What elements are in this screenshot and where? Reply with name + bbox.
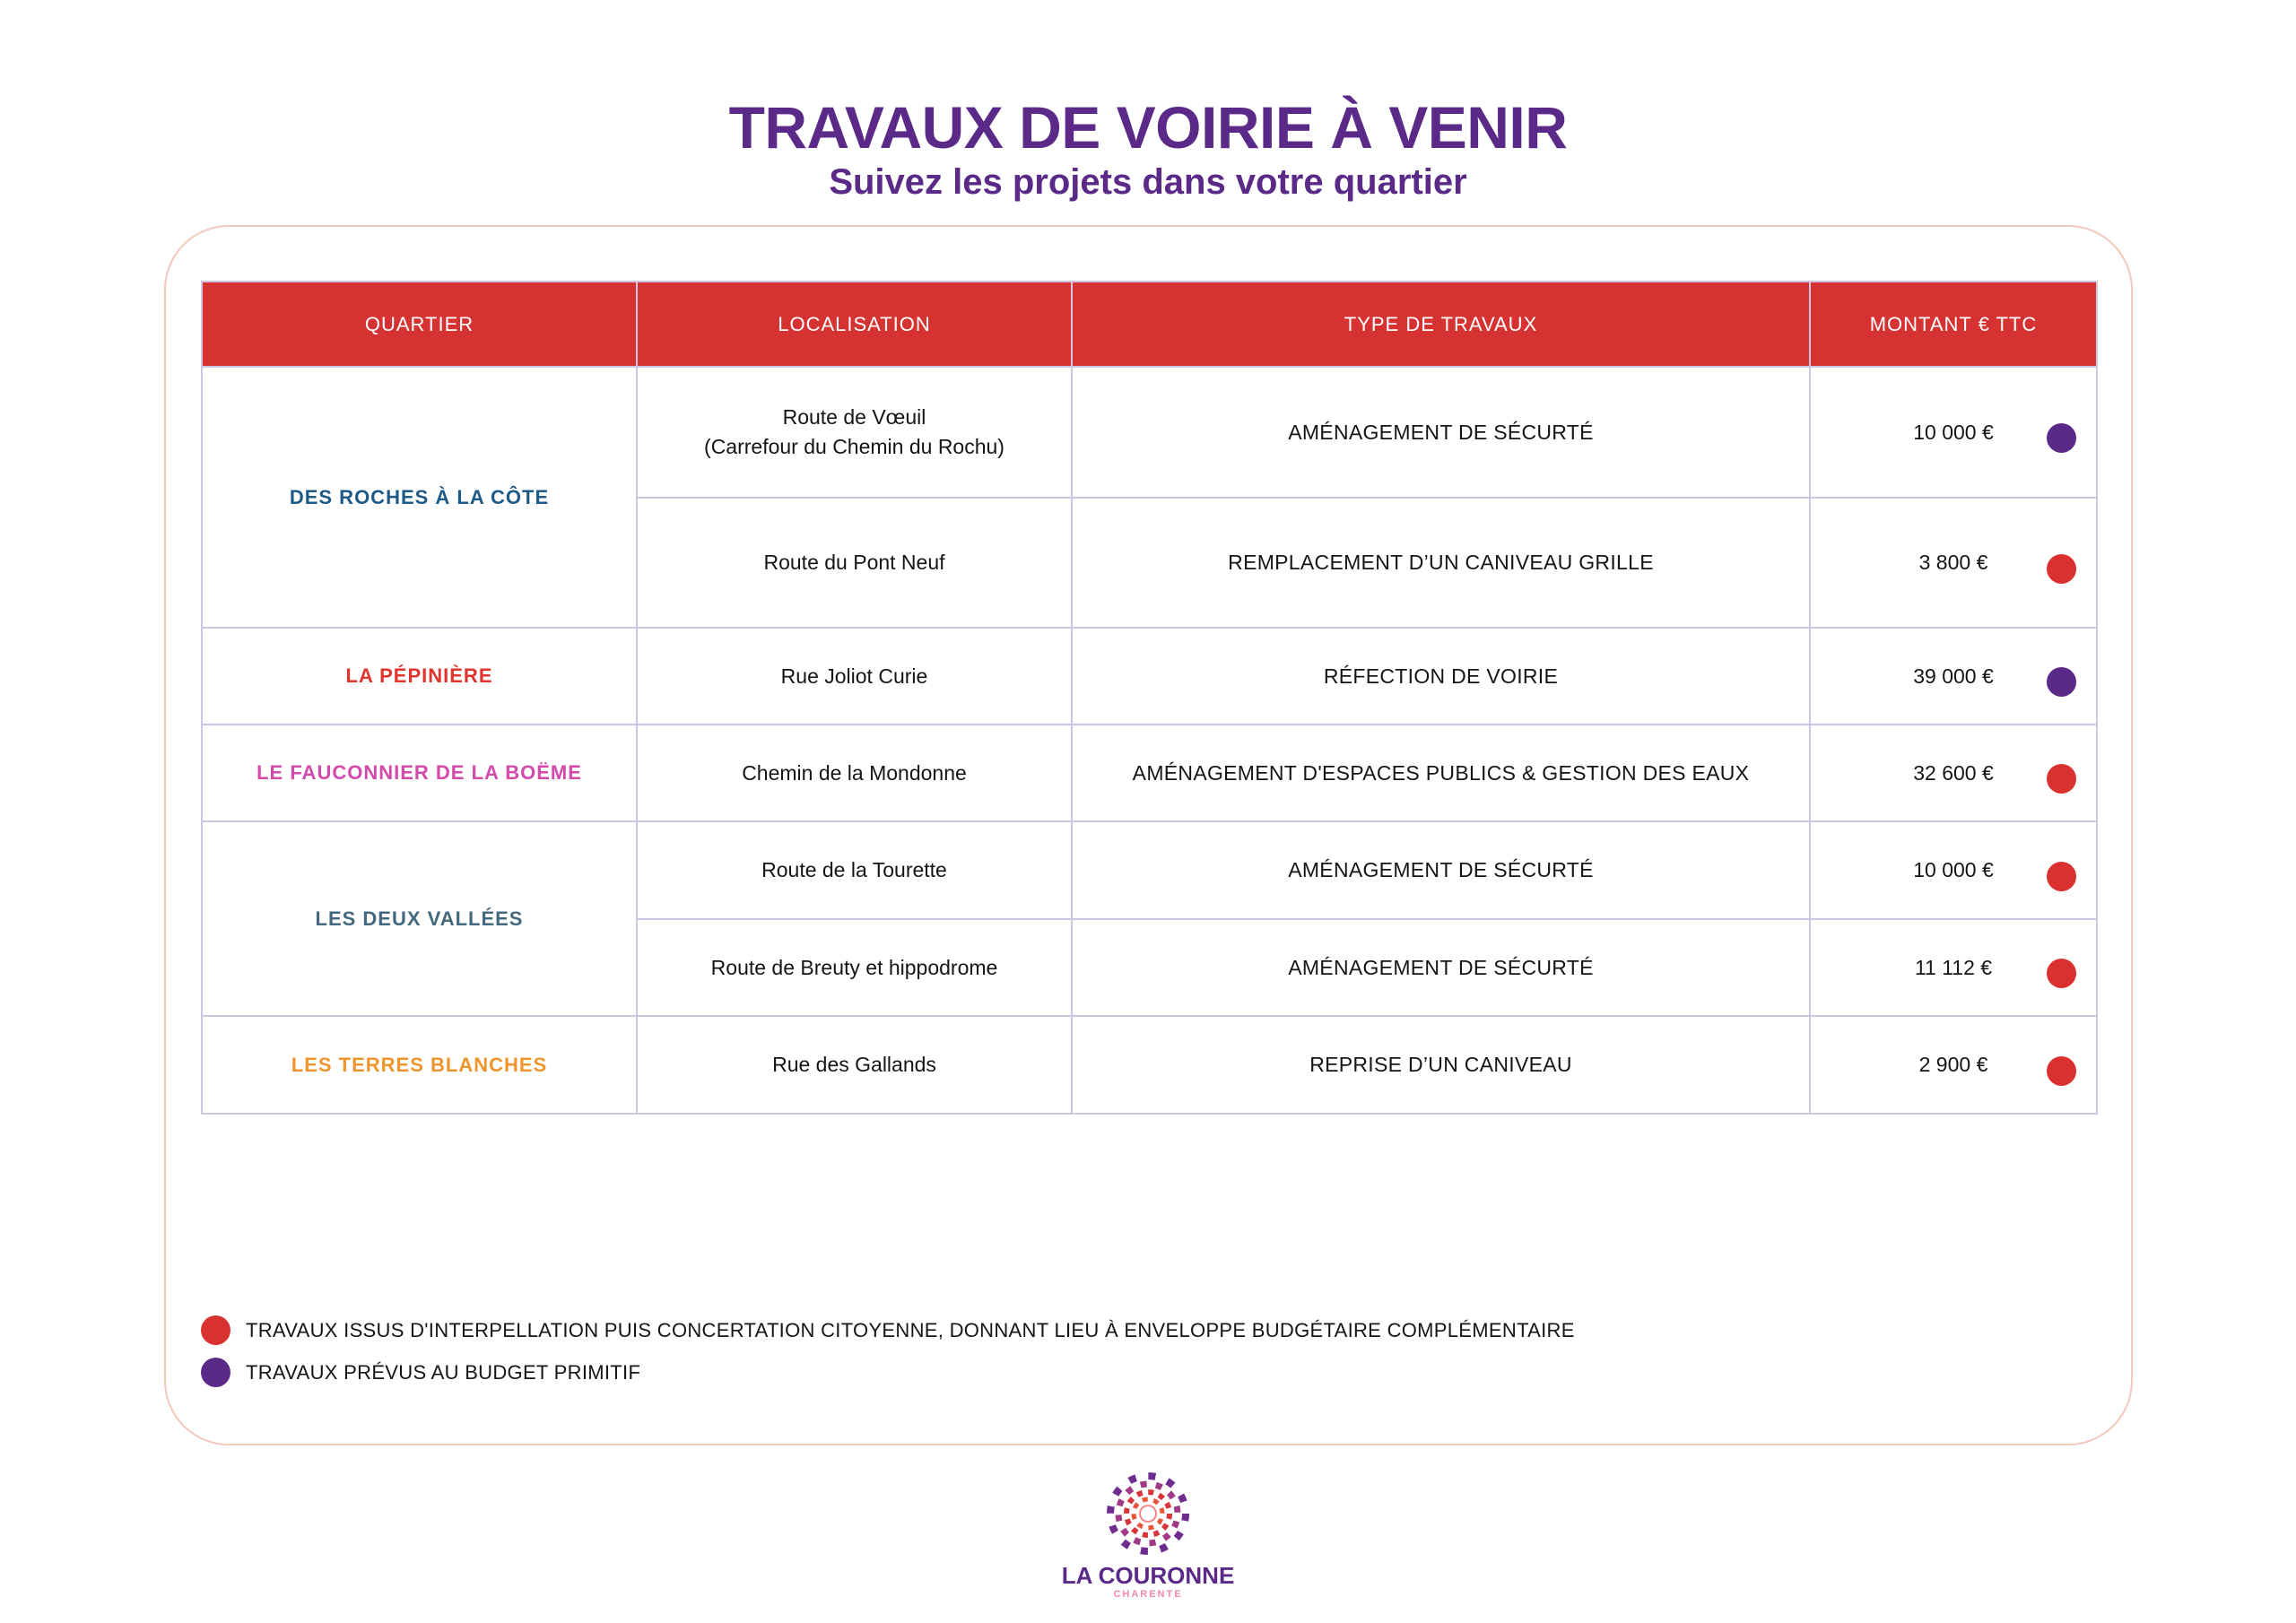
la-couronne-logo-icon (1105, 1471, 1191, 1557)
table-row (202, 821, 2097, 919)
page-title: TRAVAUX DE VOIRIE À VENIR (728, 94, 1568, 161)
table-row (202, 1016, 2097, 1114)
localisation-line: Chemin de la Mondonne (742, 760, 967, 785)
logo-name: LA COURONNE (1061, 1562, 1235, 1589)
amount-value: 11 112 € (1914, 955, 1993, 979)
quartier-cell: DES ROCHES À LA CÔTE (202, 367, 637, 628)
amount-cell (1810, 498, 2097, 628)
localisation-line: Route de Breuty et hippodrome (710, 955, 998, 979)
localisation-cell (637, 628, 1072, 725)
amount-cell (1810, 628, 2097, 725)
amount-value: 32 600 € (1913, 760, 1994, 785)
legend-dot-red (201, 1315, 230, 1345)
category-marker-dot (2047, 554, 2076, 584)
localisation-cell (637, 498, 1072, 628)
amount-value: 2 900 € (1918, 1053, 1988, 1076)
category-marker-dot (2047, 862, 2076, 891)
localisation-cell (637, 725, 1072, 821)
category-marker-dot (2047, 423, 2076, 453)
category-marker-dot (2047, 959, 2076, 988)
amount-cell (1810, 367, 2097, 498)
localisation-line: Rue Joliot Curie (780, 664, 928, 688)
category-marker-dot (2047, 764, 2076, 794)
localisation-line: Route du Pont Neuf (763, 551, 945, 574)
quartier-cell: LES DEUX VALLÉES (202, 821, 637, 1016)
amount-cell (1810, 821, 2097, 919)
column-header-quartier: QUARTIER (202, 282, 637, 367)
type-cell: REPRISE D’UN CANIVEAU (1072, 1016, 1810, 1114)
localisation-cell (637, 367, 1072, 498)
table-row (202, 725, 2097, 821)
table-header-row (202, 282, 2097, 367)
localisation-cell (637, 1016, 1072, 1114)
localisation-cell (637, 821, 1072, 919)
column-header-localisation: LOCALISATION (637, 282, 1072, 367)
amount-cell (1810, 725, 2097, 821)
type-cell: REMPLACEMENT D’UN CANIVEAU GRILLE (1072, 498, 1810, 628)
quartier-cell: LA PÉPINIÈRE (202, 628, 637, 725)
quartier-cell: LES TERRES BLANCHES (202, 1016, 637, 1114)
column-header-montant: MONTANT € TTC (1810, 282, 2097, 367)
column-header-type: TYPE DE TRAVAUX (1072, 282, 1810, 367)
type-cell: AMÉNAGEMENT DE SÉCURTÉ (1072, 821, 1810, 919)
works-table (201, 281, 2098, 1115)
type-cell: AMÉNAGEMENT DE SÉCURTÉ (1072, 367, 1810, 498)
category-marker-dot (2047, 1056, 2076, 1086)
amount-value: 39 000 € (1913, 664, 1994, 688)
amount-value: 10 000 € (1913, 420, 1994, 444)
legend-dot-purple (201, 1358, 230, 1387)
table-row (202, 628, 2097, 725)
type-cell: RÉFECTION DE VOIRIE (1072, 628, 1810, 725)
localisation-line: (Carrefour du Chemin du Rochu) (704, 435, 1004, 458)
localisation-cell (637, 919, 1072, 1016)
amount-cell (1810, 919, 2097, 1016)
legend-label: TRAVAUX PRÉVUS AU BUDGET PRIMITIF (246, 1360, 641, 1384)
amount-cell (1810, 1016, 2097, 1114)
page-subtitle: Suivez les projets dans votre quartier (829, 162, 1467, 202)
category-marker-dot (2047, 667, 2076, 697)
legend-item-interpellation (201, 1315, 1575, 1345)
localisation-line: Route de la Tourette (761, 858, 947, 881)
amount-value: 3 800 € (1918, 551, 1988, 574)
type-cell: AMÉNAGEMENT DE SÉCURTÉ (1072, 919, 1810, 1016)
legend-item-budget-primitif (201, 1358, 640, 1387)
localisation-line: Rue des Gallands (772, 1053, 936, 1076)
localisation-line: Route de Vœuil (782, 405, 926, 429)
legend-label: TRAVAUX ISSUS D'INTERPELLATION PUIS CONCERTATION CITOYENNE, DONNANT LIEU À ENVELOPPE BUDGÉTAIRE COMPLÉMENTAIRE (246, 1318, 1575, 1341)
table-row (202, 367, 2097, 498)
quartier-cell: LE FAUCONNIER DE LA BOËME (202, 725, 637, 821)
logo-region: CHARENTE (1113, 1589, 1183, 1600)
amount-value: 10 000 € (1913, 858, 1994, 881)
type-cell: AMÉNAGEMENT D'ESPACES PUBLICS & GESTION DES EAUX (1072, 725, 1810, 821)
